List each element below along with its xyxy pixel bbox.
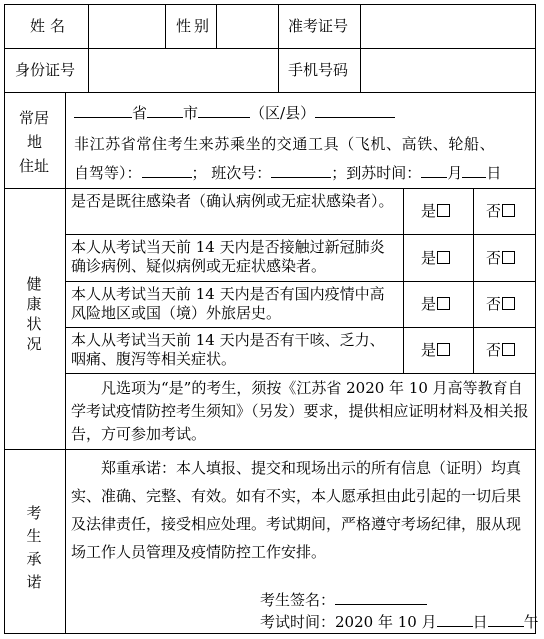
divider xyxy=(88,48,89,92)
health-section-label: 健 康 状 况 xyxy=(26,275,42,353)
divider xyxy=(88,4,89,48)
divider xyxy=(360,4,361,92)
health-question-4: 本人从考试当天前 14 天内是否有干咳、乏力、咽痛、腹泻等相关症状。 xyxy=(71,331,385,368)
border-right xyxy=(535,4,536,634)
exam-number-label: 准考证号 xyxy=(288,17,349,35)
divider xyxy=(4,188,536,189)
divider xyxy=(65,92,66,634)
yes-option[interactable]: 是 xyxy=(421,341,450,360)
province-blank[interactable] xyxy=(74,103,132,118)
district-blank[interactable] xyxy=(198,103,250,118)
health-question-1: 是否是既往感染者（确认病例或无症状感染者）。 xyxy=(71,192,394,210)
address-section-label: 常居 xyxy=(19,109,50,127)
no-option[interactable]: 否 xyxy=(486,341,515,360)
transport-answers: 自驾等）： ； 班次号： ；到苏时间： 月 日 xyxy=(74,164,502,182)
address-section-label: 住址 xyxy=(19,157,50,175)
gender-label: 性别 xyxy=(176,17,213,35)
divider xyxy=(216,4,217,48)
yes-option[interactable]: 是 xyxy=(421,295,450,314)
checkbox-icon[interactable] xyxy=(437,251,450,264)
phone-label: 手机号码 xyxy=(288,61,349,79)
divider xyxy=(4,48,536,49)
divider xyxy=(65,281,536,282)
yes-option[interactable]: 是 xyxy=(421,202,450,221)
address-line: 省 市 （区/县） xyxy=(74,103,395,123)
name-label: 姓名 xyxy=(30,17,71,35)
divider xyxy=(65,327,536,328)
pledge-text: 郑重承诺：本人填报、提交和现场出示的所有信息（证明）均真实、准确、完整、有效。如有不实，本人愿承担由此引起的一切后果及法律责任，接受相应处理。考试期间，严格遵守考场纪律，服从现场工作人员管理及疫情防控工作安排。 xyxy=(71,459,522,561)
divider xyxy=(4,449,536,450)
no-option[interactable]: 否 xyxy=(486,202,515,221)
no-option[interactable]: 否 xyxy=(486,295,515,314)
city-blank[interactable] xyxy=(147,103,183,118)
no-option[interactable]: 否 xyxy=(486,249,515,268)
address-section-label: 地 xyxy=(27,133,43,151)
detail-address-blank[interactable] xyxy=(315,103,395,118)
checkbox-icon[interactable] xyxy=(502,251,515,264)
health-note: 凡选项为“是”的考生，须按《江苏省 2020 年 10 月高等教育自学考试疫情防控考生须知》（另发）要求，提供相应证明材料及相关报告，方可参加考试。 xyxy=(71,379,529,443)
pledge-section-label: 考 生 承 诺 xyxy=(26,504,42,591)
transport-blank[interactable] xyxy=(142,163,192,178)
divider xyxy=(65,373,536,374)
exam-time-line: 考试时间：2020 年 10 月 日 午 xyxy=(260,613,539,631)
divider xyxy=(403,188,404,373)
arrival-month-blank[interactable] xyxy=(421,163,447,178)
signature-blank[interactable] xyxy=(335,590,427,605)
checkbox-icon[interactable] xyxy=(437,343,450,356)
divider xyxy=(65,234,536,235)
health-declaration-form xyxy=(4,4,539,634)
transport-question: 非江苏省常住考生来苏乘坐的交通工具（飞机、高铁、轮船、 xyxy=(74,135,496,153)
border-top xyxy=(4,4,536,5)
border-left xyxy=(4,4,5,634)
yes-option[interactable]: 是 xyxy=(421,249,450,268)
exam-period-blank[interactable] xyxy=(488,612,524,627)
checkbox-icon[interactable] xyxy=(502,297,515,310)
arrival-day-blank[interactable] xyxy=(462,163,486,178)
health-question-2: 本人从考试当天前 14 天内是否接触过新冠肺炎确诊病例、疑似病例或无症状感染者。 xyxy=(71,238,385,275)
divider xyxy=(4,92,536,93)
id-number-label: 身份证号 xyxy=(15,61,76,79)
border-bottom xyxy=(4,633,536,634)
exam-day-blank[interactable] xyxy=(437,612,473,627)
health-question-3: 本人从考试当天前 14 天内是否有国内疫情中高风险地区或国（境）外旅居史。 xyxy=(71,285,385,322)
checkbox-icon[interactable] xyxy=(502,343,515,356)
checkbox-icon[interactable] xyxy=(437,297,450,310)
checkbox-icon[interactable] xyxy=(437,204,450,217)
checkbox-icon[interactable] xyxy=(502,204,515,217)
flight-number-blank[interactable] xyxy=(271,163,331,178)
divider xyxy=(473,188,474,373)
divider xyxy=(165,4,166,48)
signature-line: 考生签名： xyxy=(260,590,427,610)
divider xyxy=(278,4,279,92)
